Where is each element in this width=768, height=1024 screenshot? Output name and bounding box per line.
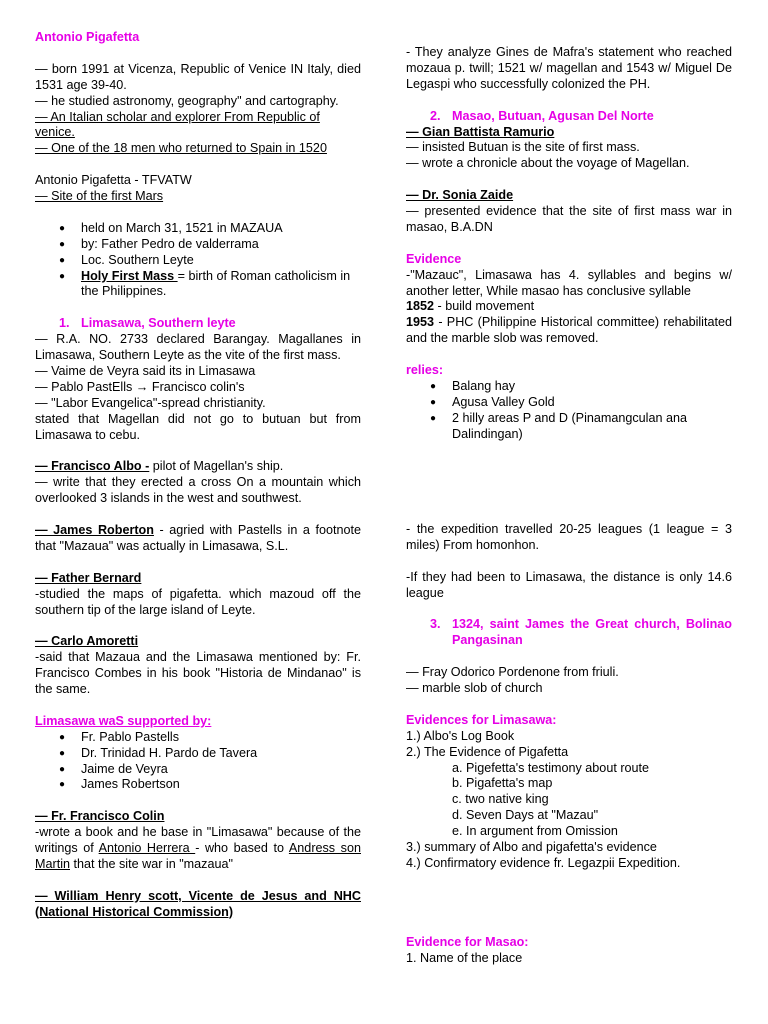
- list-item: ● Loc. Southern Leyte: [81, 253, 361, 269]
- list-item: [81, 269, 361, 301]
- relies-list: [406, 379, 732, 443]
- intro-text: - They analyze Gines de Mafra's statement who reached mozaua p. twill; 1521 w/ magellan and 1543 w/ Miguel De Legaspi who successfully colonized the PH.: [406, 45, 732, 91]
- relies-title: relies:: [406, 363, 444, 378]
- text-line: 4.) Confirmatory evidence fr. Legazpii Expedition.: [406, 856, 681, 871]
- sub-item: c. two native king: [452, 792, 549, 807]
- section-1-heading: [35, 316, 361, 332]
- section-number: 1.: [59, 316, 70, 331]
- text-line: — R.A. NO. 2733 declared Barangay. Magallanes in Limasawa, Southern Leyte as the vite of the first mass.: [35, 332, 361, 363]
- zaide-text: — presented evidence that the site of first mass war in masao, B.A.DN: [406, 204, 732, 234]
- colin-label: — Fr. Francisco Colin: [35, 809, 165, 824]
- list-item: ● James Robertson: [81, 777, 361, 793]
- section-2-heading: [406, 109, 732, 125]
- text-line: — wrote a chronicle about the voyage of Magellan.: [406, 156, 690, 171]
- roberton-text: - agried with Pastells in a footnote that "Mazaua" was actually in Limasawa, S.L.: [35, 523, 361, 553]
- colin-text: -wrote a book and he base in "Limasawa" because of the writings of Antonio Herrera - who based to Andress son Martin that the site war in "mazaua": [35, 825, 361, 871]
- text-line: 1. Name of the place: [406, 951, 523, 966]
- section-number: 3.: [430, 617, 441, 632]
- roberton-label: — James Roberton: [35, 523, 154, 537]
- bio-line: — An Italian scholar and explorer From Republic of venice.: [35, 109, 320, 140]
- year-1953: 1953: [406, 315, 435, 330]
- bernard-label: — Father Bernard: [35, 570, 142, 585]
- section-title: 1324, saint James the Great church, Bolinao Pangasinan: [452, 617, 732, 648]
- sub-item: e. In argument from Omission: [452, 824, 618, 839]
- amoretti-label: — Carlo Amoretti: [35, 634, 139, 649]
- distance-text: -If they had been to Limasawa, the distance is only 14.6 league: [406, 569, 732, 600]
- text-line: — "Labor Evangelica"-spread christianity.: [35, 395, 266, 410]
- albo-rest: pilot of Magellan's ship.: [149, 459, 284, 474]
- albo-text: — write that they erected a cross On a mountain which overlooked 3 islands in the west and southwest.: [35, 475, 361, 506]
- albo-label: — Francisco Albo -: [35, 459, 150, 474]
- text-line: — insisted Butuan is the site of first mass.: [406, 140, 640, 155]
- list-item: ● Balang hay: [452, 379, 732, 395]
- text-line: — marble slob of church: [406, 681, 543, 696]
- section-3-heading: [406, 617, 732, 649]
- andress-name: Andress son Martin: [35, 841, 361, 871]
- sub-item: d. Seven Days at "Mazau": [452, 808, 599, 823]
- sub-item: a. Pigefetta's testimony about route: [452, 760, 650, 775]
- expedition-text: - the expedition travelled 20-25 leagues (1 league = 3 miles) From homonhon.: [406, 522, 732, 552]
- list-item: ● 2 hilly areas P and D (Pinamangculan ana Dalindingan): [452, 411, 692, 443]
- site-line: — Site of the first Mars: [35, 189, 164, 204]
- sub-item: b. Pigafetta's map: [452, 776, 553, 791]
- text-line: — Pablo PastElls → Francisco colin's: [35, 379, 245, 394]
- page-title: Antonio Pigafetta: [35, 30, 140, 44]
- section-number: 2.: [430, 108, 441, 123]
- holy-mass-text: = birth of Roman catholicism in the Philippines.: [81, 268, 351, 299]
- bio-line: — born 1991 at Vicenza, Republic of Venice IN Italy, died 1531 age 39-40.: [35, 61, 361, 92]
- ramurio-label: — Gian Battista Ramurio: [406, 124, 555, 139]
- bernard-text: -studied the maps of pigafetta. which mazoud off the southern tip of the large island of Leyte.: [35, 586, 361, 617]
- text-line: stated that Magellan did not go to butuan but from Limasawa to cebu.: [35, 411, 361, 442]
- list-item: ● Fr. Pablo Pastells: [81, 730, 361, 746]
- section-title: Masao, Butuan, Agusan Del Norte: [452, 108, 654, 123]
- list-item: ● held on March 31, 1521 in MAZAUA: [81, 221, 361, 237]
- section-title: Limasawa, Southern leyte: [81, 316, 236, 331]
- bio-line: — he studied astronomy, geography" and cartography.: [35, 93, 339, 108]
- list-item: ● by: Father Pedro de valderrama: [81, 237, 361, 253]
- supporters-list: [35, 730, 361, 794]
- text-line: 1.) Albo's Log Book: [406, 728, 515, 743]
- herrera-name: Antonio Herrera: [98, 841, 196, 856]
- zaide-label: — Dr. Sonia Zaide: [406, 188, 514, 203]
- year-1852: 1852: [406, 299, 435, 314]
- list-item: ● Agusa Valley Gold: [452, 395, 732, 411]
- evidence-limasawa-title: Evidences for Limasawa:: [406, 712, 557, 727]
- left-column: [35, 30, 361, 921]
- evidence-masao-title: Evidence for Masao:: [406, 935, 529, 950]
- mass-bullets: [35, 221, 361, 301]
- text-line: — Vaime de Veyra said its in Limasawa: [35, 363, 256, 378]
- supported-title: Limasawa waS supported by:: [35, 713, 212, 728]
- tfvatw-line: Antonio Pigafetta - TFVATW: [35, 173, 192, 188]
- text-line: 3.) summary of Albo and pigafetta's evidence: [406, 840, 657, 855]
- bio-line: — One of the 18 men who returned to Spain in 1520: [35, 141, 327, 156]
- holy-mass-label: Holy First Mass: [81, 268, 178, 283]
- text-line: 2.) The Evidence of Pigafetta: [406, 744, 569, 759]
- list-item: ● Dr. Trinidad H. Pardo de Tavera: [81, 746, 361, 762]
- list-item: ● Jaime de Veyra: [81, 762, 361, 778]
- evidence-text: -"Mazauc", Limasawa has 4. syllables and begins w/ another letter, While masao has conclusive syllable: [406, 267, 732, 298]
- scott-label: — William Henry scott, Vicente de Jesus and NHC (National Historical Commission): [35, 888, 361, 919]
- amoretti-text: -said that Mazaua and the Limasawa mentioned by: Fr. Francisco Combes in his book "Historia de Mindanao" is the same.: [35, 650, 361, 697]
- evidence-title: Evidence: [406, 251, 462, 266]
- text-line: — Fray Odorico Pordenone from friuli.: [406, 665, 619, 680]
- right-column: - They analyze Gines de Mafra's statement who reached mozaua p. twill; 1521 w/ magellan and 1543 w/ Miguel De Legaspi who successfully colonized the PH. 2. Masao, Butuan, Agusan Del Norte — Gian Battista Ramurio — insisted Butuan is the site of first mass. — wrote a chronicle about the voyage of Magellan. — Dr. Sonia Zaide — presented evidence that the site of first mass war in masao, B.A.DN Evidence -"Mazauc", Limasawa has 4. syllables and begins w/ another letter, While masao has conclusive syllable 1852 - build movement 1953 - PHC (Philippine Historical committee) rehabilitated and the marble slob was removed. relies: ● Balang hay ● Agusa Valley Gold ● 2 hilly areas P and D (Pinamangculan ana Dalindingan) - the expedition travelled 20-25 leagues (1 league = 3 miles) From homonhon. -If they had been to Limasawa, the distance is only 14.6 league 3. 1324, saint James the Great church, Bolinao Pangasinan — Fray Odorico Pordenone from friuli. — marble slob of church Evidences for Limasawa: 1.) Albo's Log Book 2.) The Evidence of Pigafetta a. Pigefetta's testimony about route b. Pigafetta's map c. two native king d. Seven Days at "Mazau" e. In argument from Omission 3.) summary of Albo and pigafetta's evidence 4.) Confirmatory evidence fr. Legazpii Expedition. Evidence for Masao: 1. Name of the place: [406, 45, 732, 967]
